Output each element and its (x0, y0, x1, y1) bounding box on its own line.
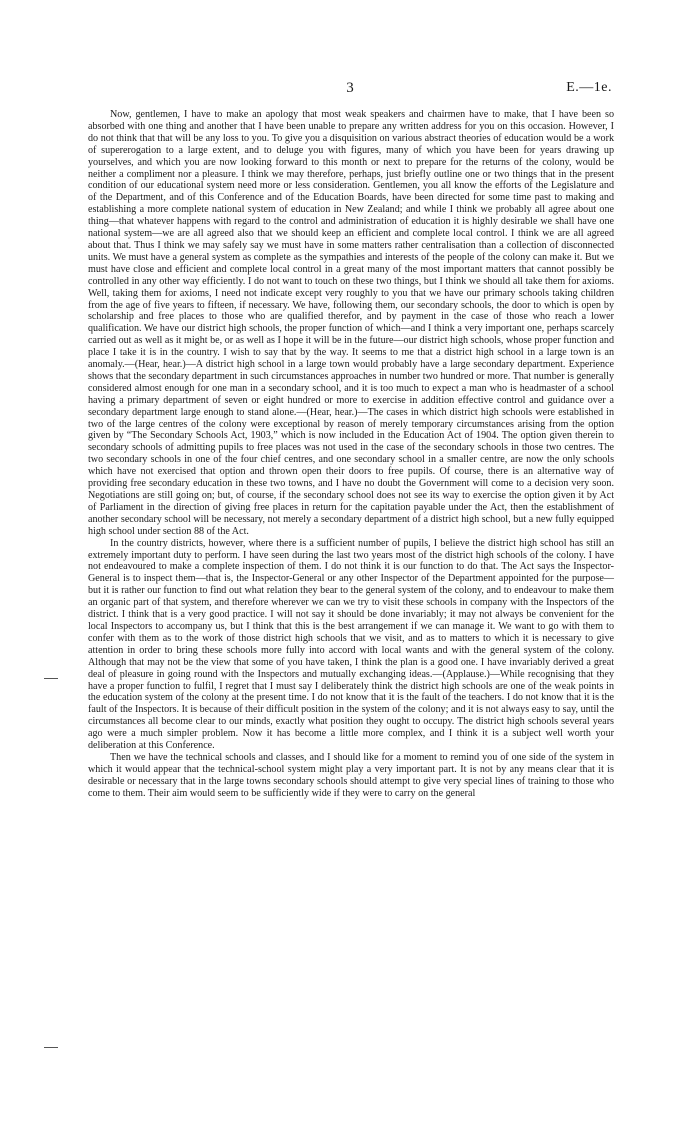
paragraph-3: Then we have the technical schools and classes, and I should like for a moment to remind you of one side of the system in which it would appear that the technical-school system might play a very important part. It is not by any means clear that it is desirable or necessary that in the large towns secondary schools should attempt to give very special lines of training to those who come to them. Their aim would seem to be sufficiently wide if they were to carry on the general (88, 751, 614, 799)
paragraph-2: In the country districts, however, where there is a sufficient number of pupils, I believe the district high school has still an extremely important duty to perform. I have seen during the last two years most of the district high schools of the colony. I have not endeavoured to make a complete inspection of them. I do not think it is our function to do that. The Act says the Inspector-General is to inspect them—that is, the Inspector-General or any other Inspector of the Department appointed for the purpose—but it is rather our function to find out what relation they bear to the general system of the colony, and to endeavour to make them an organic part of that system, and therefore wherever we can we try to visit these schools in company with the Inspectors of the district. I think that is a very good practice. I will not say it should be done invariably; it may not always be convenient for the local Inspectors to accompany us, but I think that this is the best arrangement if we can manage it. We want to go with them to confer with them as to the work of those district high schools that we visit, and as to matters to which it is necessary to give attention in order to bring these schools more fully into accord with local wants and with the general system of the colony. Although that may not be the view that some of you have taken, I think the plan is a good one. I have invariably derived a great deal of pleasure in going round with the Inspectors and mutually exchanging ideas.—(Applause.)—While recognising that they have a proper function to fulfil, I regret that I must say I deliberately think the district high schools are one of the weak points in the education system of the colony at the present time. I do not know that it is the fault of the teachers. I do not know that it is the fault of the Inspectors. It is because of their difficult position in the system of the colony; and it is not always easy to say, until the circumstances all become clear to our minds, exactly what position they ought to occupy. The district high schools several years ago were a much simpler problem. Now it has become a little more complex, and I think it is a subject well worth your deliberation at this Conference. (88, 537, 614, 752)
margin-mark (44, 678, 58, 679)
margin-mark (44, 1047, 58, 1048)
document-reference: E.—1e. (566, 80, 612, 95)
page-number: 3 (346, 80, 354, 96)
page-header (88, 80, 612, 100)
body-text (88, 109, 614, 800)
paragraph-1: Now, gentlemen, I have to make an apology that most weak speakers and chairmen have to make, that I have been so absorbed with one thing and another that I have been unable to prepare any written address for you on this occasion. However, I do not think that that will be any loss to you. To give you a disquisition on various abstract theories of education would be a work of supererogation to a large extent, and to deluge you with figures, many of which you have been for years drawing up yourselves, and which you are now looking forward to this month or next to prepare for the returns of the colony, would be neither a compliment nor a pleasure. I think we may therefore, perhaps, just briefly outline one or two things that in the present condition of our educational system need more or less consideration. Gentlemen, you all know the efforts of the Legislature and of the Department, and of this Conference and of the Education Boards, have been directed for some time past to making and establishing a more complete national system of education in New Zealand; and while I think we probably all agree about one thing—that whatever happens with regard to the control and administration of education it is highly desirable we shall have one national system—we are all agreed also that we should keep an efficient and complete local control. I think we are all agreed about that. Thus I think we may safely say we must have in some matters rather centralisation than a collection of disconnected units. We must have a general system as complete as the sympathies and interests of the people of the colony can make it. But we must have close and efficient and complete local control in a great many of the most important matters that cannot possibly be controlled in any other way efficiently. I do not want to touch on these two things, but I think we should all take them for axioms. Well, taking them for axioms, I need not indicate except very roughly to you that we have our primary schools taking children from the age of five years to fifteen, if necessary. We have, following them, our secondary schools, the door to which is open by scholarship and free places to those who are qualified therefor, and by payment in the case of those who reach a lower qualification. We have our district high schools, the proper function of which—and I think a very important one, perhaps scarcely carried out as well as it might be, or as well as I hope it will be in the future—our district high schools, whose proper function and place I take it is in the country. I wish to say that by the way. It seems to me that a district high school in a large town is an anomaly.—(Hear, hear.)—A district high school in a large town would probably have a large secondary department. Experience shows that the secondary department in such circumstances approaches in number two hundred or more. That number is generally considered almost enough for one man in a secondary school, and it is too much to expect a man who is headmaster of a school having a primary department of seven or eight hundred or more to exercise in addition effective control and guidance over a secondary department large enough to stand alone.—(Hear, hear.)—The cases in which district high schools were established in two of the large centres of the colony were exceptional by reason of merely temporary circumstances arising from the option given by “The Secondary Schools Act, 1903,” which is now included in the Education Act of 1904. The option given therein to secondary schools of admitting pupils to free places was not used in the case of the secondary schools in those two centres. The two secondary schools in one of the four chief centres, and one secondary school in a smaller centre, are now the only schools which have not exercised that option and thrown open their doors to free pupils. Of course, there is an alternative way of providing free secondary education in these two towns, and I have no doubt the Government will come to a decision very soon. Negotiations are still going on; but, of course, if the secondary school does not see its way to exercise the option given it by Act of Parliament in the direction of giving free places in return for the capitation payable under the Act, then the establishment of another secondary school will be necessary, not merely a secondary department of a district high school, but a new fully equipped high school under section 88 of the Act. (88, 109, 614, 537)
